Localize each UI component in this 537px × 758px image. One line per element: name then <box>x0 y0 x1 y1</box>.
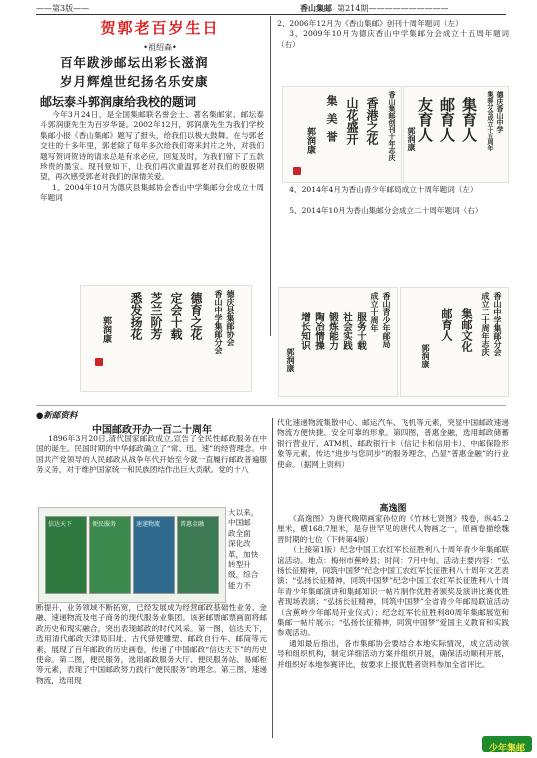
article2-line: 能力不 <box>228 580 251 590</box>
article2-line: 大以来， <box>228 508 259 517</box>
stamp-sheet-image <box>38 507 226 603</box>
calligraphy-4-col: 增长知识 <box>299 312 310 350</box>
calligraphy-2-image <box>282 86 402 183</box>
article2-line: 级，综合 <box>228 570 259 580</box>
calligraphy-2-col: 山花盛开 <box>345 97 359 145</box>
stamp-label: 速递物流 <box>136 521 161 528</box>
header-right: 香山集邮 第214期—————————— <box>300 3 449 13</box>
article1-item5: 5、2014年10月为香山集邮分会成立二十周年题词（右） <box>289 206 483 215</box>
calligraphy-1-image <box>80 285 252 392</box>
calligraphy-1-col: 香山中学集邮分会 <box>214 290 224 354</box>
newspaper-name: 香山集邮 <box>300 3 332 13</box>
calligraphy-1-signature: 郭润康 <box>101 316 111 343</box>
calligraphy-3-image <box>403 86 509 183</box>
article2-line: 深化改 <box>228 539 251 549</box>
calligraphy-2-col: 誉 <box>325 131 338 142</box>
calligraphy-5-col: 集邮文化 <box>460 308 473 352</box>
calligraphy-3-col: 友育人 <box>416 97 434 142</box>
calligraphy-1-col: 德育之花 <box>189 292 203 340</box>
calligraphy-4-col: 陶冶情操 <box>313 312 324 350</box>
calligraphy-5-signature: 郭润康 <box>421 344 431 368</box>
article3-closing: 通知最后指出，各市集邮协会要结合本地实际情况，成立活动领导和组织机构，制定详细活动方案并组织开展，确保活动顺利开展，并组织好本地参赛评比，按要求上报优胜者资料参加全省评比。 <box>277 638 509 669</box>
calligraphy-2-signature: 郭润康 <box>305 127 315 154</box>
article2-title: 中国邮政开办一百二十周年 <box>92 425 212 436</box>
calligraphy-5-col: 成立二十周年志庆 <box>481 292 491 356</box>
article2-line: 中国邮 <box>228 518 251 528</box>
calligraphy-4-col: 香山青少年邮局 <box>382 292 392 348</box>
header-rule <box>36 14 506 15</box>
article2-body-a: 1896年3月20日,清代国家邮政成立,宣告了全民性邮政服务在中国的诞生。民国时期的中华邮政确立了“常、迅、速”的经营理念。中国共产党领导的人民邮政从战争年代开始至今就一直履行邮政普遍服务义务，对于维护国家统一和民族团结作出巨大贡献。党的十八 <box>36 434 267 475</box>
article1-body: 今年3月24日，是全国集邮联名誉会士、著名集邮家、邮坛泰斗郭润康先生为百岁华诞。2002年12月，郭润康先生为我们学校集邮小报《香山集邮》题写了报头，给我们以极大鼓舞。在与郭老交往的十多年里，郭老除了每年多次给我们寄来封片之外，对我们题写贺词贺诗的请求总是有求必应，回复及时，为我们留下了五款珍贵的墨宝。现刊登如下，让我们再次重温郭老对我们的殷殷期望，再次感受郭老对我们的深情关爱。 <box>40 110 264 182</box>
calligraphy-1-col: 悉发扬花 <box>129 292 143 340</box>
calligraphy-5-image <box>400 287 509 397</box>
stamp-4 <box>177 516 219 594</box>
poem-title: 贺郭老百岁生日 <box>100 19 220 37</box>
article1-item3: 3、2009年10月为德庆香山中学集邮分会成立十五周年题词（右） <box>277 29 509 49</box>
article2-line: 政全面 <box>228 528 251 538</box>
calligraphy-4-image <box>278 287 398 397</box>
article2-body-c: 断提升，业务领域不断拓宽，已经发展成为经营邮政基础性业务、金融、速递物流及电子商务的现代服务业集团。该套邮票邮票画面将邮政历史和现实融合，突出表现邮政的时代风采。第一图，信达天下，选用清代邮政天津局旧址、古代驿使雕塑、邮政自行车、邮筒等元素，展现了百年邮政的历史画卷，传递了中国邮政“信达天下”的历史使命。第二图，便民服务，选用邮政服务大厅、便民服务站、易邮柜等元素，表现了中国邮政努力践行“便民服务”的理念。第三图，速递物流，选用现 <box>36 603 267 685</box>
calligraphy-3-col: 集育人 <box>460 97 478 142</box>
article2-narrow-column <box>228 508 268 591</box>
calligraphy-5-col: 香山中学集邮分会 <box>493 292 503 356</box>
calligraphy-5-col: 邮育人 <box>440 308 453 341</box>
issue-number: 第214期 <box>337 4 369 13</box>
calligraphy-1-col: 德庆县集邮协会 <box>226 290 236 346</box>
calligraphy-4-col: 服务十载 <box>355 312 366 350</box>
red-seal <box>293 167 301 175</box>
calligraphy-4-signature: 郭润康 <box>286 348 296 372</box>
calligraphy-1-col: 定会十载 <box>169 292 183 340</box>
section-divider <box>36 405 506 406</box>
article1-item4: 4、2014年4月为香山青少年邮局成立十周年题词（左） <box>289 185 478 194</box>
calligraphy-2-col: 香山集邮创刊十年志庆 <box>388 91 397 161</box>
calligraphy-3-col: 集邮分会成立十五周年 <box>486 91 493 151</box>
poem-line-2: 岁月辉煌世纪扬名乐安康 <box>60 74 209 89</box>
article2-line: 转型升 <box>228 560 251 570</box>
article2-line: 革，加快 <box>228 549 259 559</box>
stamp-label: 便民服务 <box>92 521 117 528</box>
column-divider-top <box>270 16 271 336</box>
article1-title: 邮坛泰斗郭润康给我校的题词 <box>40 95 197 109</box>
calligraphy-3-col: 德庆香山中学 <box>496 91 505 133</box>
calligraphy-4-col: 成立十周年 <box>370 292 380 332</box>
poem-author: •祖绍森• <box>143 43 177 52</box>
article3-title: 高逸图 <box>379 504 407 514</box>
article3-body: 《高逸图》为唐代晚期画家孙位的《竹林七贤图》残卷，纵45.2厘米，横168.7厘米，是存世罕见的唐代人物画之一，原画卷描绘魏晋时期的七位（下转第4版） <box>277 514 509 544</box>
calligraphy-1-col: 芝兰阶芳 <box>149 292 163 340</box>
calligraphy-2-col: 美 <box>325 113 338 124</box>
article2-body-continued: 代化速递物流集散中心、邮运汽车、飞机等元素，突显中国邮政速递物流方便快捷、安全可靠的形象。第四图，普惠金融，选用邮政储蓄银行营业厅、ATM机、邮政银行卡（信记卡和信用卡）、中邮保险形象等元素，传达“进步与您同步”的服务理念，凸显“普惠金融”的行业使命。（据网上资料） <box>277 418 509 469</box>
stamp-2 <box>89 516 131 594</box>
article3-notice: （上接第1版）纪念中国工农红军长征胜利八十周年青少年集邮联谊活动。地点：梅州市蕉岭县；时间：7月中旬。活动主要内容：“弘扬长征精神，同筑中国梦”纪念中国工农红军长征胜利八十周年文艺表演；“弘扬长征精神，同筑中国梦”纪念中国工农红军长征胜利八十周年青少年集邮演讲和集邮知识一帖片制作优胜者颁奖及演讲比赛优胜者现场表演；“弘扬长征精神，同筑中国梦”全省青少年邮局联谊活动（含蕉岭少年邮局开业仪式）；纪念红军长征胜利80周年集邮展览和集邮一帖片展示；“弘扬长征精神，同筑中国梦”爱国主义教育和实践参观活动。 <box>277 545 509 638</box>
calligraphy-4-col: 社会实践 <box>341 312 352 350</box>
red-seal <box>95 358 103 366</box>
calligraphy-3-col: 邮育人 <box>438 97 456 142</box>
corner-logo <box>482 736 532 752</box>
stamp-label: 信达天下 <box>48 521 73 528</box>
section-label: ●新邮资料 <box>36 411 78 421</box>
calligraphy-4-col: 锻炼能力 <box>327 312 338 350</box>
calligraphy-2-col: 香港之花 <box>365 97 379 145</box>
calligraphy-3-signature: 郭润康 <box>407 127 417 151</box>
article1-item2: 2、2006年12月为《香山集邮》创刊十周年题词（左） <box>277 19 463 28</box>
column-divider-bottom <box>272 418 273 738</box>
stamp-1 <box>45 516 87 594</box>
corner-logo-text: 少年集邮 <box>488 744 525 754</box>
stamp-label: 普惠金融 <box>180 521 205 528</box>
calligraphy-2-col: 集 <box>325 95 338 106</box>
stamp-3 <box>133 516 175 594</box>
poem-line-1: 百年跋涉邮坛出彩长滋润 <box>60 55 209 70</box>
header-left: ——第3版—— <box>36 4 90 13</box>
article1-item1: 1、2004年10月为德庆县集邮协会香山中学集邮分会成立十周年题词 <box>40 182 264 203</box>
